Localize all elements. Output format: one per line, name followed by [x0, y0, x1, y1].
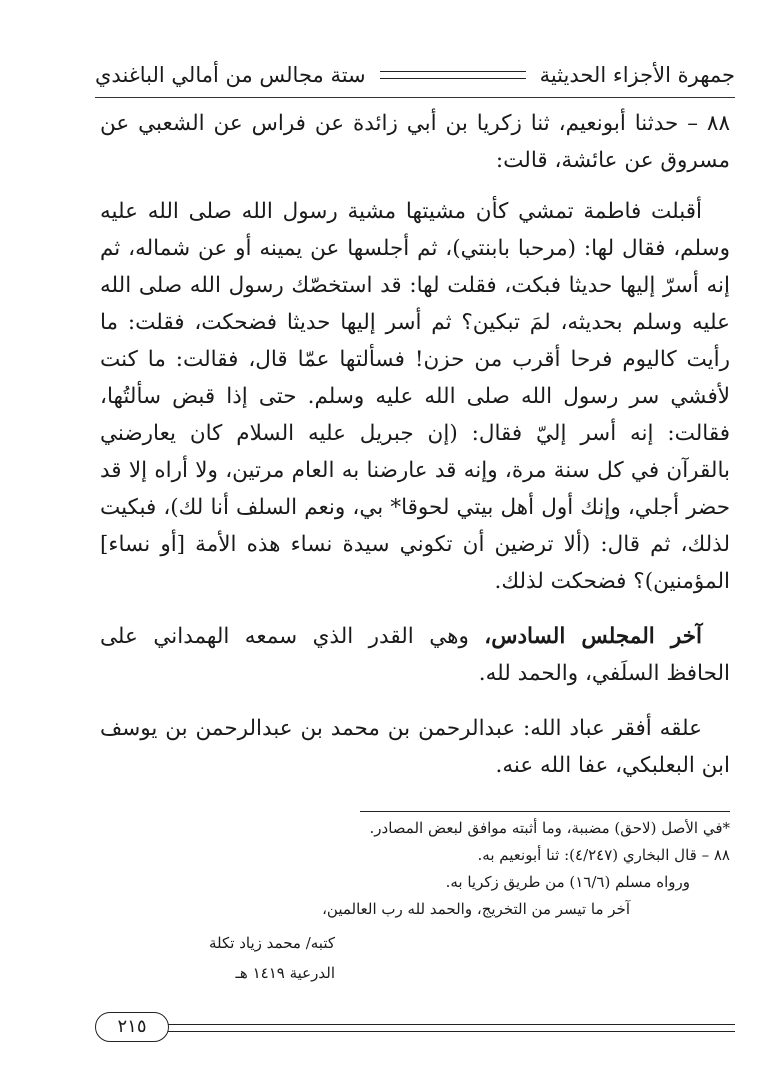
page-footer — [95, 1010, 735, 1046]
main-text — [100, 105, 730, 802]
colophon-author: كتبه/ محمد زياد تكلة — [209, 934, 335, 952]
footnote-2: ٨٨ – قال البخاري (٤/٢٤٧): ثنا أبونعيم به. — [477, 846, 730, 864]
isnad-line-2: مسروق عن عائشة، قالت: — [495, 148, 730, 173]
copyist-note: علقه أفقر عباد الله: عبدالرحمن بن محمد بن عبدالرحمن بن يوسف ابن البعلبكي، عفا الله عنه. — [100, 716, 730, 778]
footer-divider — [167, 1024, 735, 1032]
book-title: جمهرة الأجزاء الحديثية — [539, 63, 735, 87]
footnote-1: *في الأصل (لاحق) مضببة، وما أثبته موافق لبعض المصادر. — [369, 819, 730, 837]
footnote-divider — [360, 811, 730, 812]
section-title: ستة مجالس من أمالي الباغندي — [95, 63, 366, 87]
colophon-place-date: الدرعية ١٤١٩ هـ — [235, 964, 335, 982]
hadith-paragraph: أقبلت فاطمة تمشي كأن مشيتها مشية رسول الله صلى الله عليه وسلم، فقال لها: (مرحبا بابنتي)، ثم أجلسها عن يمينه أو عن شماله، ثم إنه أسرّ إليها حديثا فبكت، فقلت لها: قد استخصّك رسول الله صلى الله عليه وسلم بحديثه، لمَ تبكين؟ ثم أسر إليها حديثا فضحكت، فقلت: ما رأيت كاليوم فرحا أقرب من حزن! فسألتها عمّا قال، فقالت: ما كنت لأفشي سر رسول الله صلى الله عليه وسلم. حتى إذا قبض سألتُها، فقالت: إنه أسر إليّ فقال: (إن جبريل عليه السلام كان يعارضني بالقرآن في كل سنة مرة، وإنه قد عارضنا به العام مرتين، ولا أراه إلا قد حضر أجلي، وإنك أول أهل بيتي لحوقا* بي، ونعم السلف أنا لك)، فبكيت لذلك، ثم قال: (ألا ترضين أن تكوني سيدة نساء هذه الأمة [أو نساء] المؤمنين)؟ فضحكت لذلك. — [100, 199, 730, 594]
closing-paragraph — [100, 618, 730, 692]
page-number: ٢١٥ — [95, 1012, 169, 1042]
header-underline — [95, 97, 735, 98]
running-header — [95, 58, 735, 92]
closing-text: وهي القدر الذي سمعه الهمداني على الحافظ السلَفي، والحمد لله. — [100, 624, 730, 686]
closing-heading: آخر المجلس السادس، — [484, 624, 702, 649]
isnad-paragraph — [100, 105, 730, 179]
footnotes — [300, 815, 730, 923]
footnote-3: ورواه مسلم (١٦/٦) من طريق زكريا به. — [445, 873, 690, 891]
header-divider — [380, 71, 526, 79]
footnote-4: آخر ما تيسر من التخريج، والحمد لله رب العالمين، — [322, 900, 630, 918]
colophon — [165, 928, 335, 988]
isnad-line-1: ٨٨ – حدثنا أبونعيم، ثنا زكريا بن أبي زائدة عن فراس عن الشعبي عن — [100, 111, 730, 136]
